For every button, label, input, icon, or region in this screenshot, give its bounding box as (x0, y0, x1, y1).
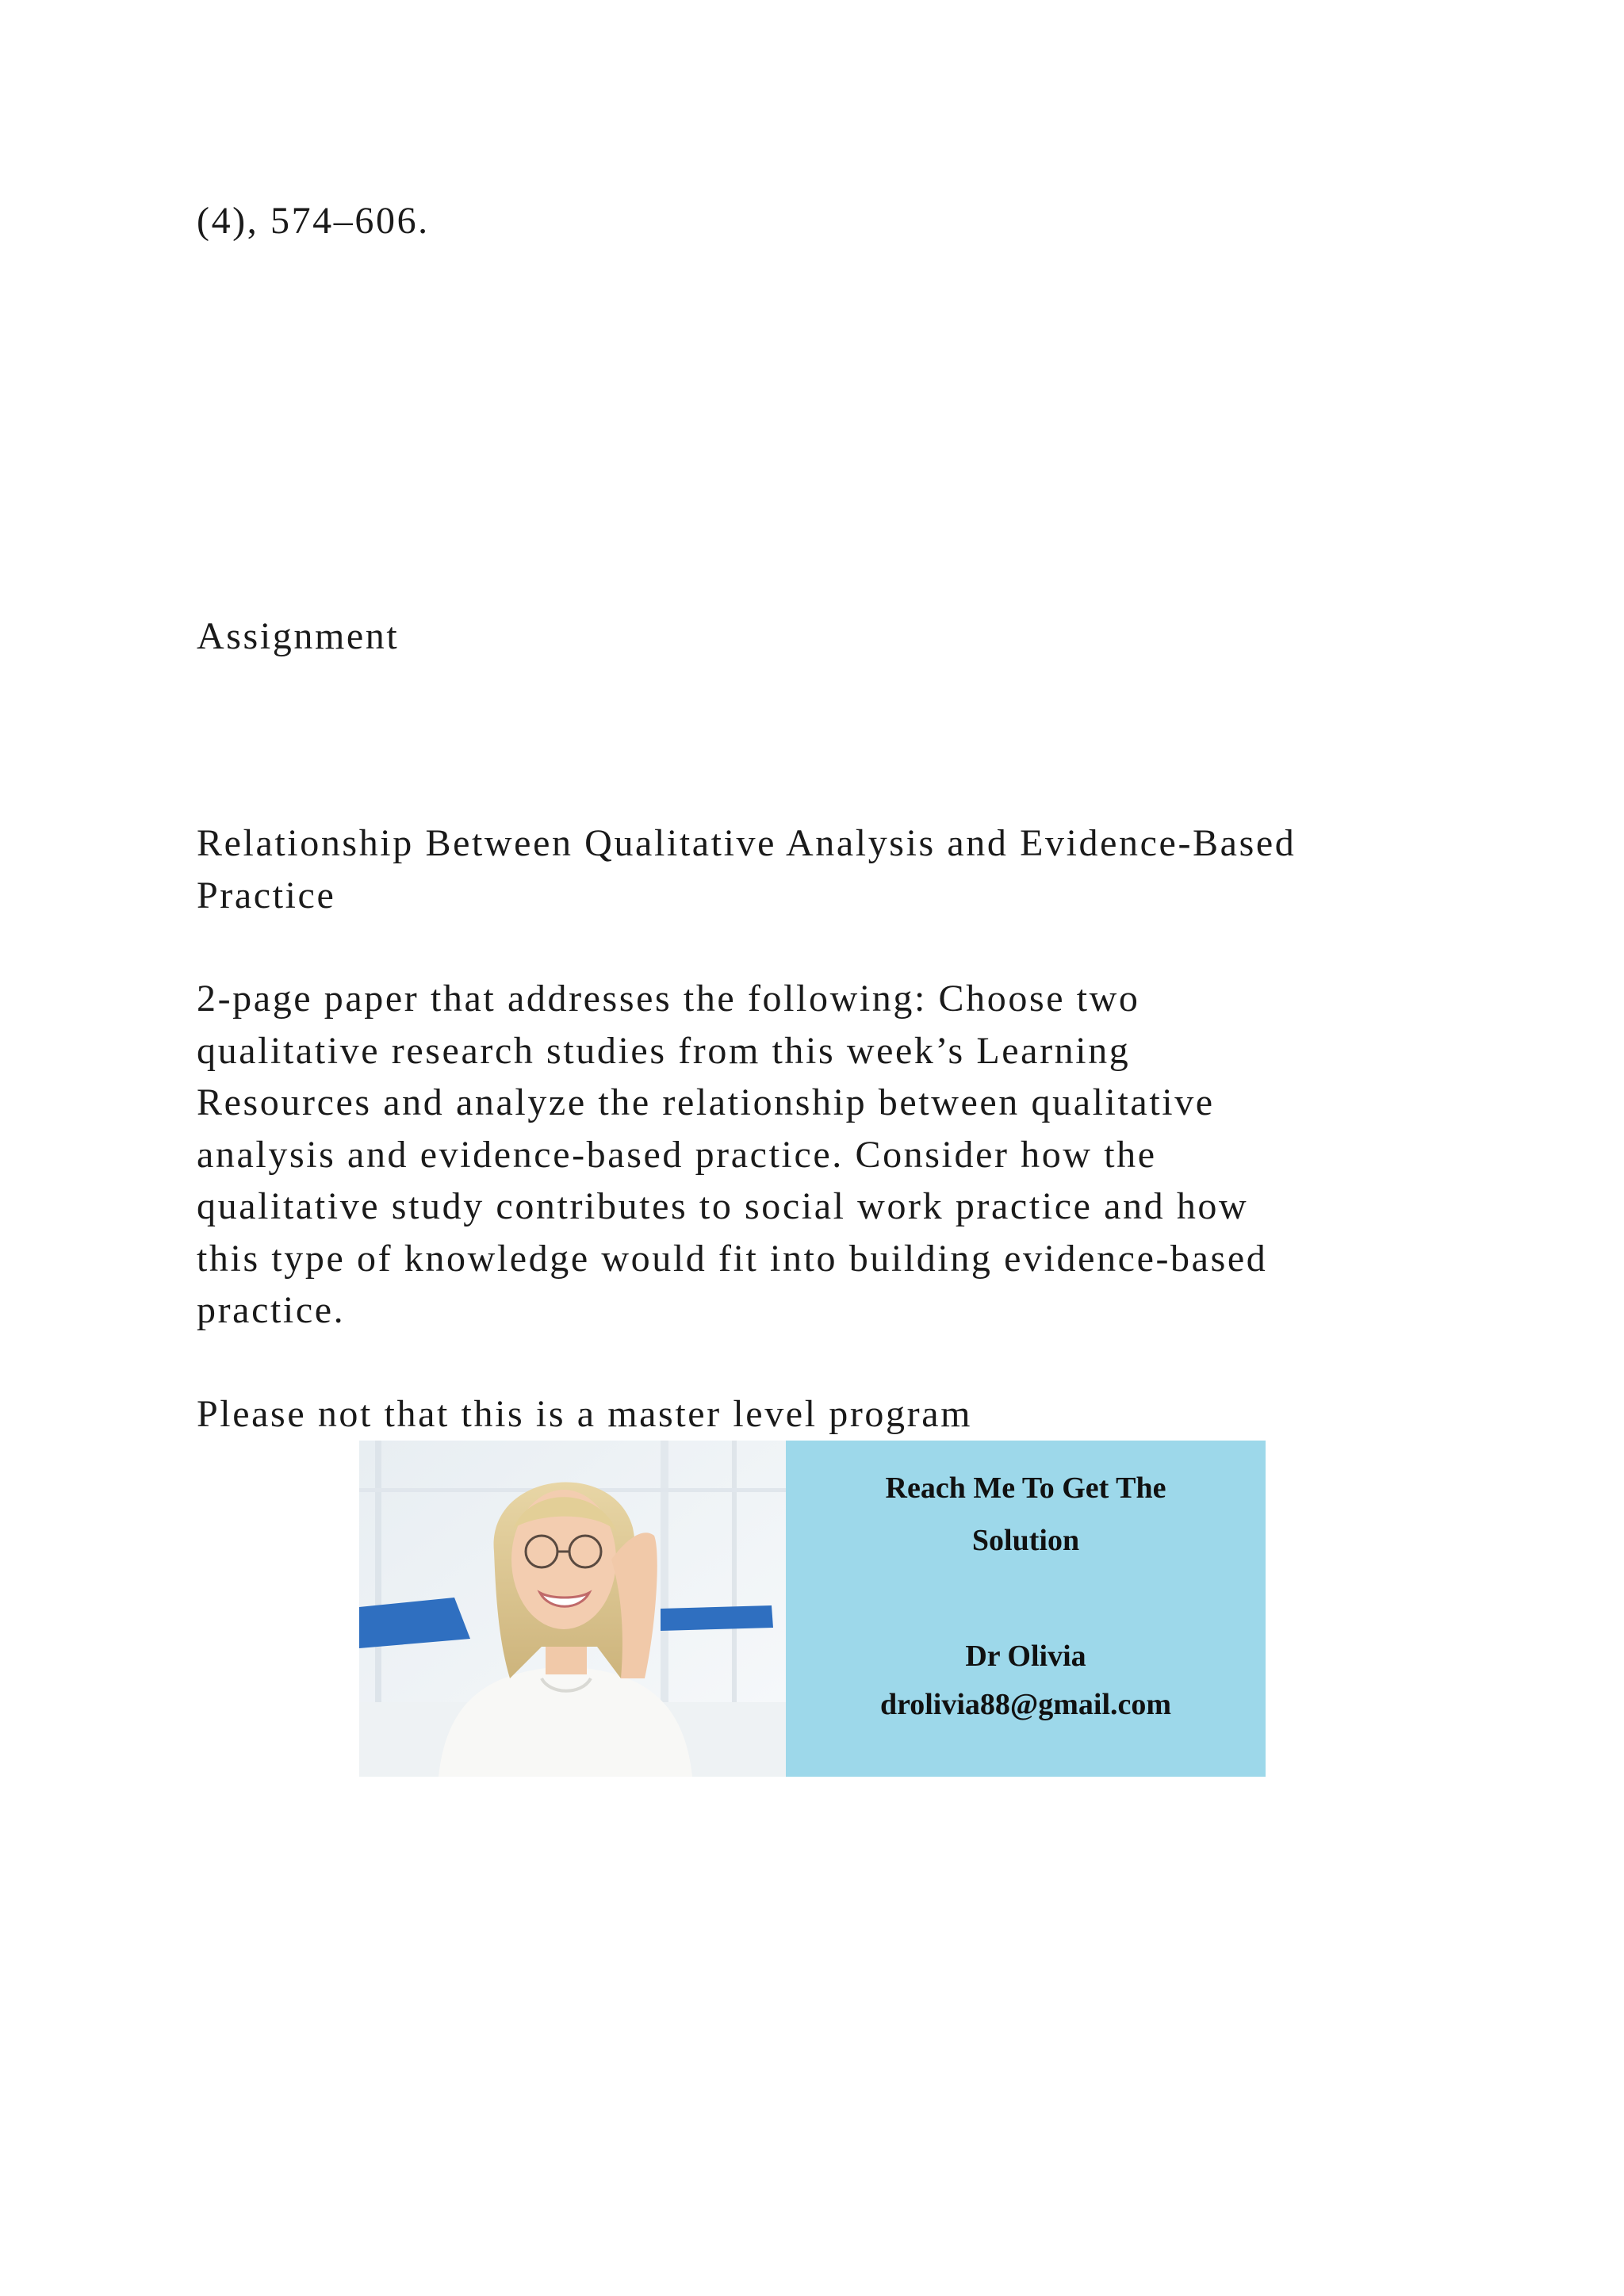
assignment-heading: Assignment (197, 615, 400, 657)
instructions-line: Resources and analyze the relationship between qualitative (197, 1081, 1215, 1123)
banner-headline-continued: Solution (971, 1524, 1080, 1557)
assignment-instructions (197, 973, 1267, 1337)
contact-panel (786, 1441, 1266, 1777)
instructions-line: analysis and evidence-based practice. Consider how the (197, 1133, 1157, 1176)
contact-banner (359, 1441, 1266, 1777)
contact-name: Dr Olivia (965, 1640, 1086, 1673)
assignment-title-line-2: Practice (197, 874, 336, 916)
instructions-line: 2-page paper that addresses the following: Choose two (197, 978, 1140, 1020)
citation-fragment: (4), 574–606. (197, 200, 430, 242)
smiling-woman-photo (359, 1441, 786, 1777)
assignment-title-line-1: Relationship Between Qualitative Analysis and Evidence-Based (197, 822, 1297, 864)
instructions-line: this type of knowledge would fit into building evidence-based (197, 1237, 1268, 1280)
instructions-line: qualitative study contributes to social work practice and how (197, 1185, 1249, 1227)
instructions-line: practice. (197, 1289, 346, 1331)
contact-email: drolivia88@gmail.com (879, 1688, 1172, 1721)
program-level-note: Please not that this is a master level program (197, 1393, 973, 1435)
instructions-line: qualitative research studies from this week’s Learning (197, 1029, 1131, 1072)
banner-headline: Reach Me To Get The (885, 1471, 1166, 1505)
